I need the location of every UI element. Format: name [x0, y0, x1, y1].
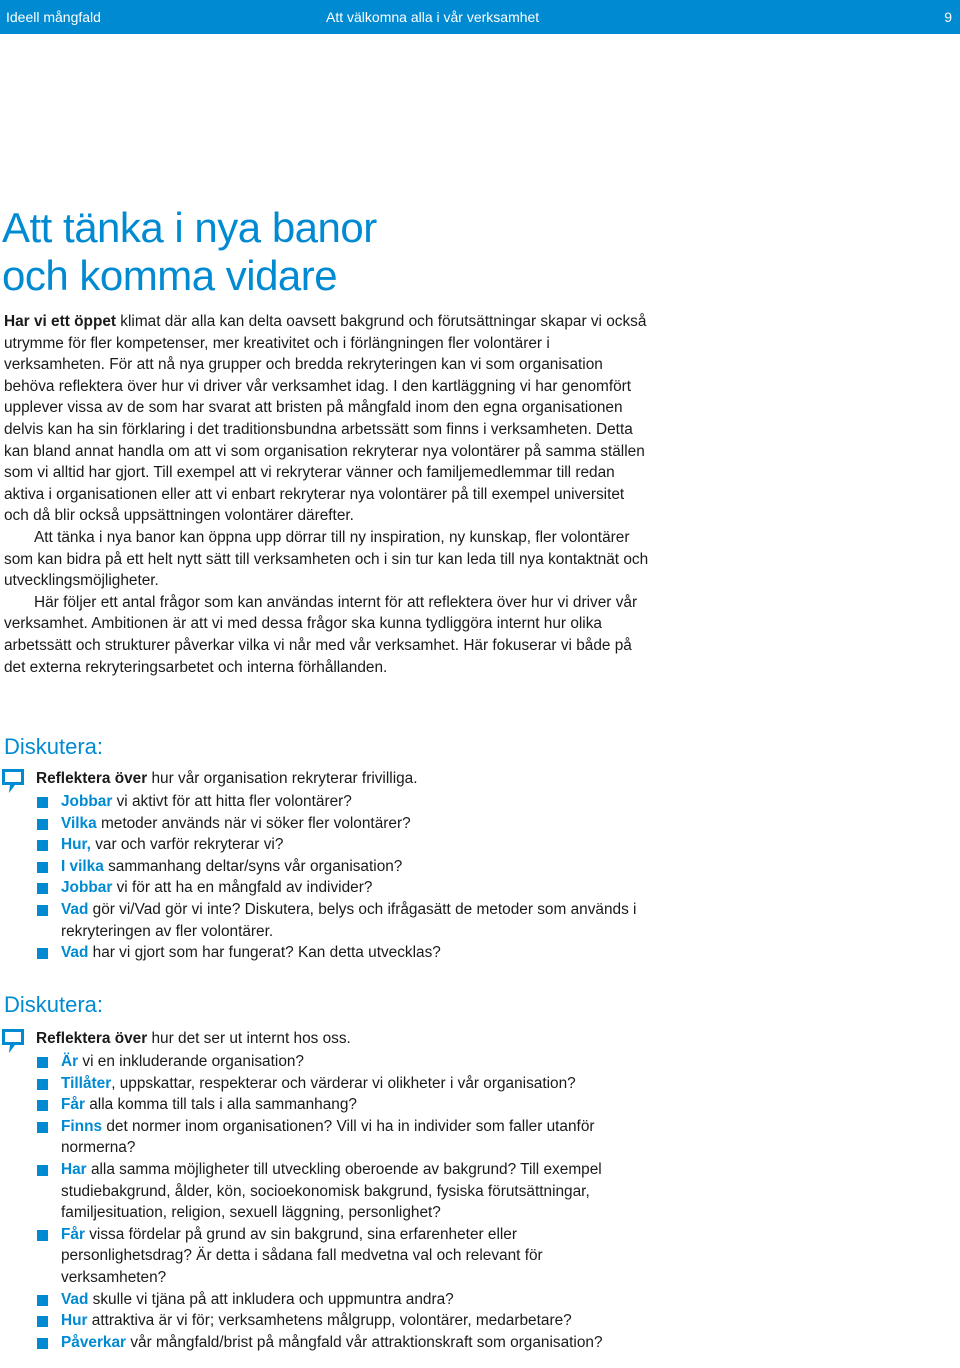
list-item: [4, 899, 644, 942]
paragraph-1-text: klimat där alla kan delta oavsett bakgrund och förutsättningar skapar vi också utrymme för fler kompetenser, mer kreativitet och i förlängningen fler volontärer i verksamheten. För att nå nya grupper och bredda rekryteringen kan vi som organisation behöva reflektera över hur vi driver vår verksamhet idag. I den kartläggning vi har genomfört upplever vissa av de som har svarat att bristen på mångfald inom den egna organisationen delvis kan ha sin förklaring i det traditionsbundna arbetssätt som finns i verksamheten. Detta kan bland annat handla om att vi som organisation rekryterar nya volontärer på samma ställen som vi alltid har gjort. Till exempel att vi rekryterar vänner och familjemedlemmar till redan aktiva i organisationen eller att vi enbart rekryterar nya volontärer på till exempel universitet och då blir också uppsättningen volontärer därefter.: [4, 313, 647, 525]
question-keyword: Får: [61, 1096, 85, 1114]
square-bullet-icon: [37, 905, 48, 916]
list-item: [4, 1094, 644, 1116]
list-item: [4, 1310, 644, 1332]
square-bullet-icon: [37, 1165, 48, 1176]
square-bullet-icon: [37, 1316, 48, 1327]
question-text: var och varför rekryterar vi?: [90, 836, 284, 854]
page-number: 9: [944, 9, 952, 25]
discussion-intro-1: [4, 767, 644, 791]
paragraph-3: Här följer ett antal frågor som kan användas internt för att reflektera över hur vi driver vår verksamhet. Ambitionen är att vi med dessa frågor ska kunna tydliggöra internt hur olika arbetssätt och strukturer påverkar vilka vi når med vår verksamhet. Här fokuserar vi både på det externa rekryteringsarbetet och interna förhållanden.: [4, 593, 638, 676]
paragraph-1: [4, 311, 652, 527]
question-keyword: Finns: [61, 1117, 103, 1135]
square-bullet-icon: [37, 819, 48, 830]
list-item: [4, 1051, 644, 1073]
list-item: [4, 791, 644, 813]
square-bullet-icon: [37, 1100, 48, 1111]
question-keyword: Får: [61, 1225, 85, 1243]
question-list-1: [4, 791, 644, 964]
question-keyword: Vad: [61, 1290, 89, 1308]
square-bullet-icon: [37, 1230, 48, 1241]
question-keyword: Hur,: [61, 836, 91, 854]
question-keyword: Jobbar: [61, 879, 113, 897]
list-item: [4, 942, 644, 964]
paragraph-2: Att tänka i nya banor kan öppna upp dörrar till ny inspiration, ny kunskap, fler volontärer som kan bidra på ett helt nytt sätt till verksamheten och i sin tur kan leda till nya kontaktnät och utvecklingsmöjligheter.: [4, 528, 649, 590]
header-chapter-title: Att välkomna alla i vår verksamhet: [326, 9, 540, 25]
question-keyword: Vad: [61, 900, 89, 918]
question-text: vissa fördelar på grund av sin bakgrund, sina erfarenheter eller personlighetsdrag? Är detta i sådana fall medvetna val och relevant för verksamheten?: [61, 1225, 543, 1286]
square-bullet-icon: [37, 1122, 48, 1133]
list-item: [4, 1332, 644, 1354]
square-bullet-icon: [37, 948, 48, 959]
page-title-line-1: Att tänka i nya banor: [2, 204, 377, 251]
discussion-intro-2: [4, 1027, 644, 1051]
discussion-section-1: [4, 733, 644, 964]
list-item: [4, 1224, 644, 1289]
square-bullet-icon: [37, 1079, 48, 1090]
question-keyword: Påverkar: [61, 1333, 127, 1351]
question-text: vår mångfald/brist på mångfald vår attraktionskraft som organisation?: [126, 1333, 603, 1351]
question-text: sammanhang deltar/syns vår organisation?: [103, 857, 403, 875]
discussion-intro-2-bold: Reflektera över: [36, 1030, 148, 1047]
question-keyword: I vilka: [61, 857, 104, 875]
question-text: metoder används när vi söker fler volontärer?: [96, 814, 411, 832]
discussion-intro-1-text: hur vår organisation rekryterar frivilliga.: [147, 770, 418, 787]
list-item: [4, 1073, 644, 1095]
question-text: , uppskattar, respekterar och värderar vi olikheter i vår organisation?: [111, 1074, 576, 1092]
list-item: [4, 877, 644, 899]
discussion-section-2: [4, 991, 644, 1353]
list-item: [4, 856, 644, 878]
question-text: vi aktivt för att hitta fler volontärer?: [112, 793, 352, 810]
body-text: [4, 311, 652, 678]
question-text: alla komma till tals i alla sammanhang?: [84, 1096, 357, 1114]
paragraph-1-lead: Har vi ett öppet: [4, 313, 117, 330]
question-keyword: Hur: [61, 1312, 88, 1330]
page-header: [0, 0, 960, 34]
question-text: attraktiva är vi för; verksamhetens målgrupp, volontärer, medarbetare?: [87, 1312, 572, 1330]
discussion-intro-2-text: hur det ser ut internt hos oss.: [147, 1030, 351, 1047]
question-text: har vi gjort som har fungerat? Kan detta utvecklas?: [88, 944, 441, 962]
header-publication-title: Ideell mångfald: [6, 9, 101, 25]
question-keyword: Jobbar: [61, 793, 113, 810]
question-keyword: Vad: [61, 944, 89, 962]
question-keyword: Vilka: [61, 814, 97, 832]
question-keyword: Har: [61, 1160, 87, 1178]
square-bullet-icon: [37, 1338, 48, 1349]
list-item: [4, 1159, 644, 1224]
question-list-2: [4, 1051, 644, 1353]
square-bullet-icon: [37, 797, 48, 808]
question-text: det normer inom organisationen? Vill vi ha in individer som faller utanför normerna?: [61, 1117, 595, 1157]
question-text: skulle vi tjäna på att inkludera och uppmuntra andra?: [88, 1290, 454, 1308]
list-item: [4, 813, 644, 835]
question-text: vi för att ha en mångfald av individer?: [112, 879, 373, 897]
question-keyword: Är: [61, 1053, 79, 1070]
list-item: [4, 1289, 644, 1311]
square-bullet-icon: [37, 883, 48, 894]
page-title-line-2: och komma vidare: [2, 252, 338, 299]
square-bullet-icon: [37, 862, 48, 873]
question-text: vi en inkluderande organisation?: [78, 1053, 304, 1070]
discussion-heading-1: Diskutera:: [4, 734, 104, 759]
question-text: alla samma möjligheter till utveckling oberoende av bakgrund? Till exempel studiebakgrund, ålder, kön, socioekonomisk bakgrund, fysiska förutsättningar, familjesituation, religion, sexuell läggning, personlighet?: [61, 1160, 602, 1222]
square-bullet-icon: [37, 840, 48, 851]
question-text: gör vi/Vad gör vi inte? Diskutera, belys och ifrågasätt de metoder som används i rekryteringen av fler volontärer.: [61, 900, 637, 940]
list-item: [4, 1116, 644, 1159]
page-title: [2, 204, 377, 300]
list-item: [4, 834, 644, 856]
square-bullet-icon: [37, 1057, 48, 1068]
square-bullet-icon: [37, 1295, 48, 1306]
discussion-heading-2: Diskutera:: [4, 992, 104, 1017]
question-keyword: Tillåter: [61, 1074, 112, 1092]
discussion-intro-1-bold: Reflektera över: [36, 770, 148, 787]
